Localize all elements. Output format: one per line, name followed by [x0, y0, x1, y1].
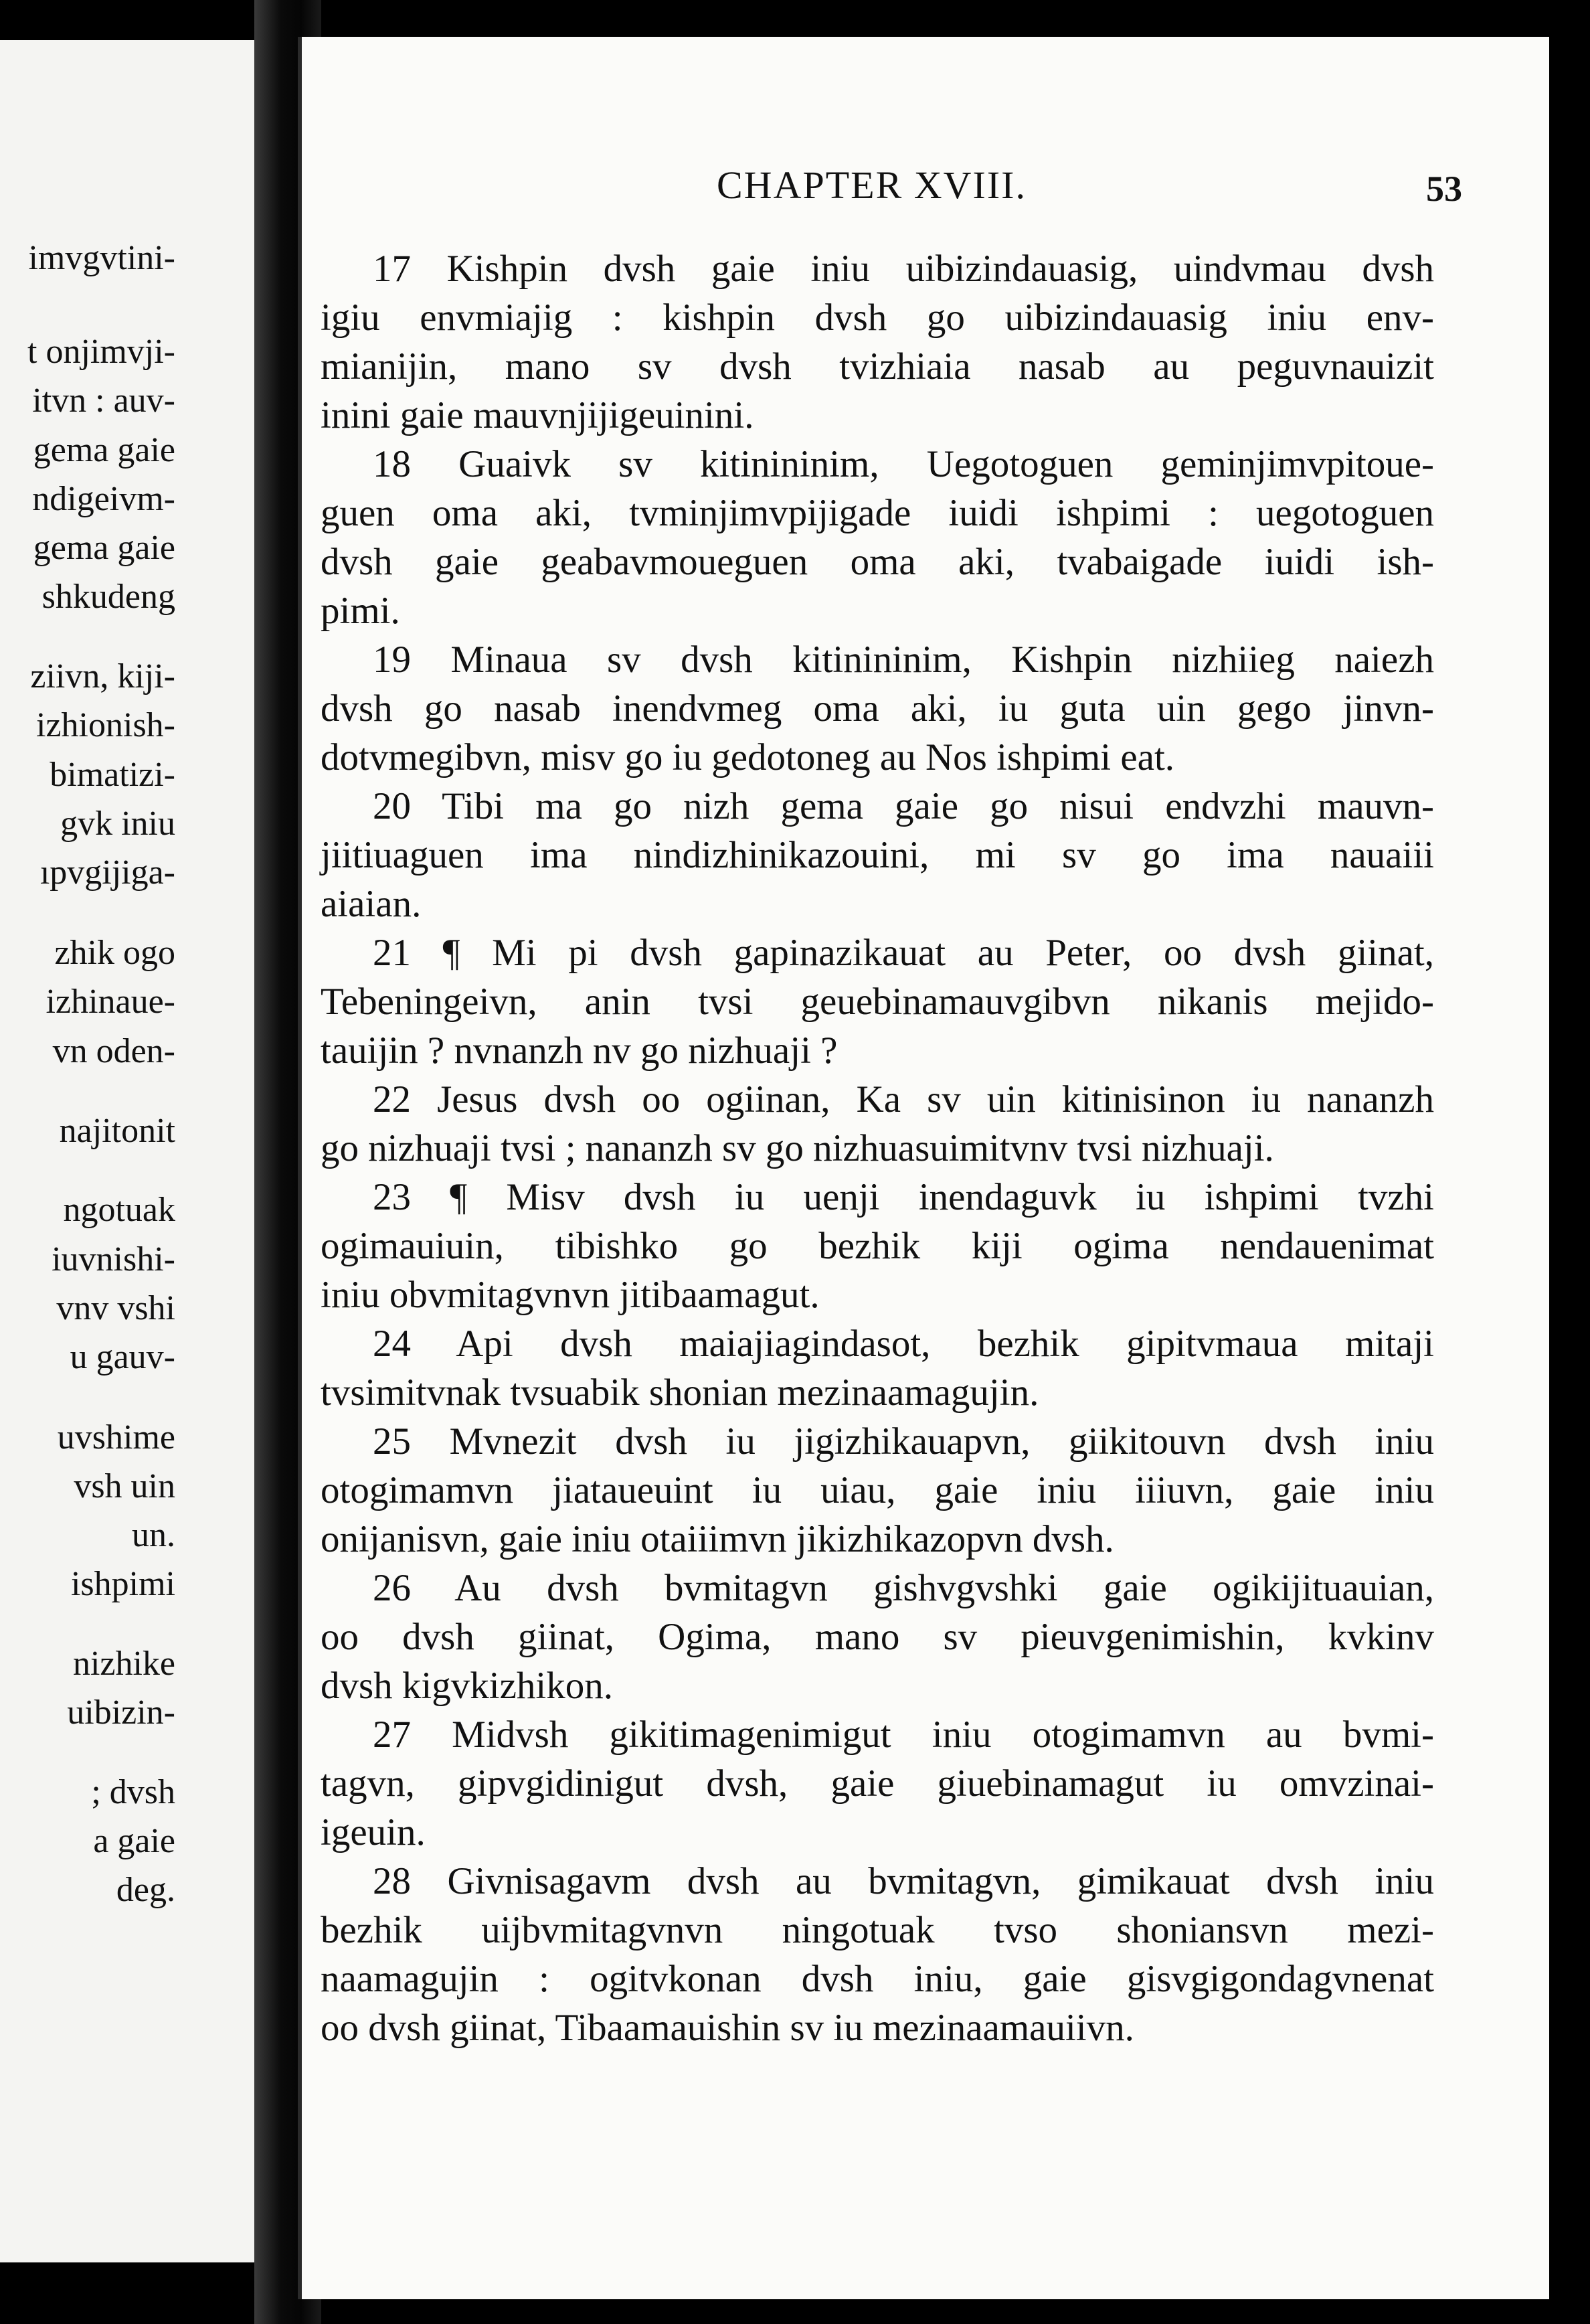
left-page-text-line: uvshime — [57, 1418, 175, 1457]
left-page-text-line: gema gaie — [33, 529, 175, 567]
running-head: CHAPTER XVIII. — [717, 163, 1027, 207]
verse-text-line: guen oma aki, tvminjimvpijigade iuidi ishpimi : uegotoguen — [321, 492, 1434, 534]
verse-start-line: 28 Givnisagavm dvsh au bvmitagvn, gimikauat dvsh iniu — [373, 1860, 1434, 1902]
verse-text-line: dvsh gaie geabavmoueguen oma aki, tvabaigade iuidi ish- — [321, 541, 1434, 583]
left-page-text-line: iuvnishi- — [52, 1240, 175, 1278]
left-page-text-line: zhik ogo — [54, 934, 175, 972]
verse-text-line: onijanisvn, gaie iniu otaiiimvn jikizhikazopvn dvsh. — [321, 1518, 1114, 1560]
verse-text-line: otogimamvn jiataueuint iu uiau, gaie iniu iiiuvn, gaie iniu — [321, 1469, 1434, 1511]
verse-text-line: igeuin. — [321, 1811, 426, 1853]
verse-text-line: tvsimitvnak tvsuabik shonian mezinaamagujin. — [321, 1372, 1039, 1414]
left-page-text-line: t onjimvji- — [27, 333, 175, 371]
left-page-text-line: izhinaue- — [46, 983, 175, 1021]
verse-start-line: 20 Tibi ma go nizh gema gaie go nisui endvzhi mauvn- — [373, 785, 1434, 827]
left-page-text-line: deg. — [116, 1871, 175, 1909]
left-facing-page — [0, 40, 254, 2262]
left-page-text-line: shkudeng — [41, 578, 175, 616]
left-page-text-line: ngotuak — [63, 1191, 175, 1229]
left-page-text-line: ; dvsh — [91, 1773, 175, 1811]
verse-text-line: mianijin, mano sv dvsh tvizhiaia nasab au peguvnauizit — [321, 345, 1434, 388]
left-page-text-line: itvn : auv- — [32, 382, 175, 420]
verse-text-line: aiaian. — [321, 883, 422, 925]
verse-text-line: bezhik uijbvmitagvnvn ningotuak tvso shoniansvn mezi- — [321, 1909, 1434, 1951]
left-page-text-line: ishpimi — [70, 1565, 175, 1603]
left-page-text-line: vsh uin — [74, 1467, 175, 1505]
verse-text-line: dotvmegibvn, misv go iu gedotoneg au Nos ishpimi eat. — [321, 736, 1175, 778]
page-number: 53 — [1426, 169, 1462, 209]
verse-start-line: 26 Au dvsh bvmitagvn gishvgvshki gaie ogikijituauian, — [373, 1567, 1434, 1609]
verse-start-line: 17 Kishpin dvsh gaie iniu uibizindauasig, uindvmau dvsh — [373, 248, 1434, 290]
verse-start-line: 18 Guaivk sv kitinininim, Uegotoguen geminjimvpitoue- — [373, 443, 1434, 485]
verse-text-line: igiu envmiajig : kishpin dvsh go uibizindauasig iniu env- — [321, 297, 1434, 339]
verse-text-line: oo dvsh giinat, Tibaamauishin sv iu mezinaamauiivn. — [321, 2007, 1134, 2049]
left-page-text-line: vnv vshi — [56, 1289, 175, 1327]
left-page-text-line: najitonit — [59, 1112, 175, 1150]
left-page-text-line: nizhike — [72, 1645, 175, 1683]
verse-start-line: 21 ¶ Mi pi dvsh gapinazikauat au Peter, oo dvsh giinat, — [373, 932, 1434, 974]
verse-text-line: jiitiuaguen ima nindizhinikazouini, mi sv go ima nauaiii — [321, 834, 1434, 876]
verse-start-line: 22 Jesus dvsh oo ogiinan, Ka sv uin kitinisinon iu nananzh — [373, 1078, 1434, 1120]
left-page-text-line: gvk iniu — [60, 805, 175, 843]
verse-start-line: 24 Api dvsh maiajiagindasot, bezhik gipitvmaua mitaji — [373, 1323, 1434, 1365]
left-page-text-line: ndigeivm- — [32, 480, 175, 518]
verse-start-line: 25 Mvnezit dvsh iu jigizhikauapvn, giikitouvn dvsh iniu — [373, 1420, 1434, 1463]
left-page-text-line: un. — [132, 1516, 175, 1554]
left-page-text-line: bimatizi- — [50, 756, 175, 794]
left-page-text-line: vn oden- — [52, 1032, 175, 1070]
verse-text-line: naamagujin : ogitvkonan dvsh iniu, gaie gisvgigondagvnenat — [321, 1958, 1434, 2000]
verse-text-line: dvsh kigvkizhikon. — [321, 1665, 613, 1707]
left-page-text-line: izhionish- — [36, 706, 175, 744]
left-page-text-line: uibizin- — [67, 1693, 175, 1732]
verse-text-line: iniu obvmitagvnvn jitibaamagut. — [321, 1274, 820, 1316]
verse-text-line: tagvn, gipvgidinigut dvsh, gaie giuebinamagut iu omvzinai- — [321, 1762, 1434, 1805]
verse-start-line: 23 ¶ Misv dvsh iu uenji inendaguvk iu ishpimi tvzhi — [373, 1176, 1434, 1218]
left-page-text-line: ıpvgijiga- — [39, 853, 175, 892]
verse-text-line: tauijin ? nvnanzh nv go nizhuaji ? — [321, 1029, 838, 1072]
verse-start-line: 27 Midvsh gikitimagenimigut iniu otogimamvn au bvmi- — [373, 1714, 1434, 1756]
left-page-text-line: u gauv- — [70, 1338, 175, 1376]
left-page-text-line: ziivn, kiji- — [30, 657, 175, 695]
right-page — [298, 37, 1549, 2299]
left-page-text-line: imvgvtini- — [28, 239, 175, 277]
verse-text-line: inini gaie mauvnjijigeuinini. — [321, 394, 754, 436]
left-page-text-line: gema gaie — [33, 431, 175, 469]
verse-start-line: 19 Minaua sv dvsh kitinininim, Kishpin nizhiieg naiezh — [373, 639, 1434, 681]
verse-text-line: go nizhuaji tvsi ; nananzh sv go nizhuasuimitvnv tvsi nizhuaji. — [321, 1127, 1274, 1169]
verse-text-line: ogimauiuin, tibishko go bezhik kiji ogima nendauenimat — [321, 1225, 1434, 1267]
verse-text-line: dvsh go nasab inendvmeg oma aki, iu guta uin gego jinvn- — [321, 687, 1434, 730]
verse-text-line: pimi. — [321, 590, 400, 632]
verse-text-line: Tebeningeivn, anin tvsi geuebinamauvgibvn nikanis mejido- — [321, 981, 1434, 1023]
left-page-text-line: a gaie — [93, 1822, 175, 1860]
verse-text-line: oo dvsh giinat, Ogima, mano sv pieuvgenimishin, kvkinv — [321, 1616, 1434, 1658]
